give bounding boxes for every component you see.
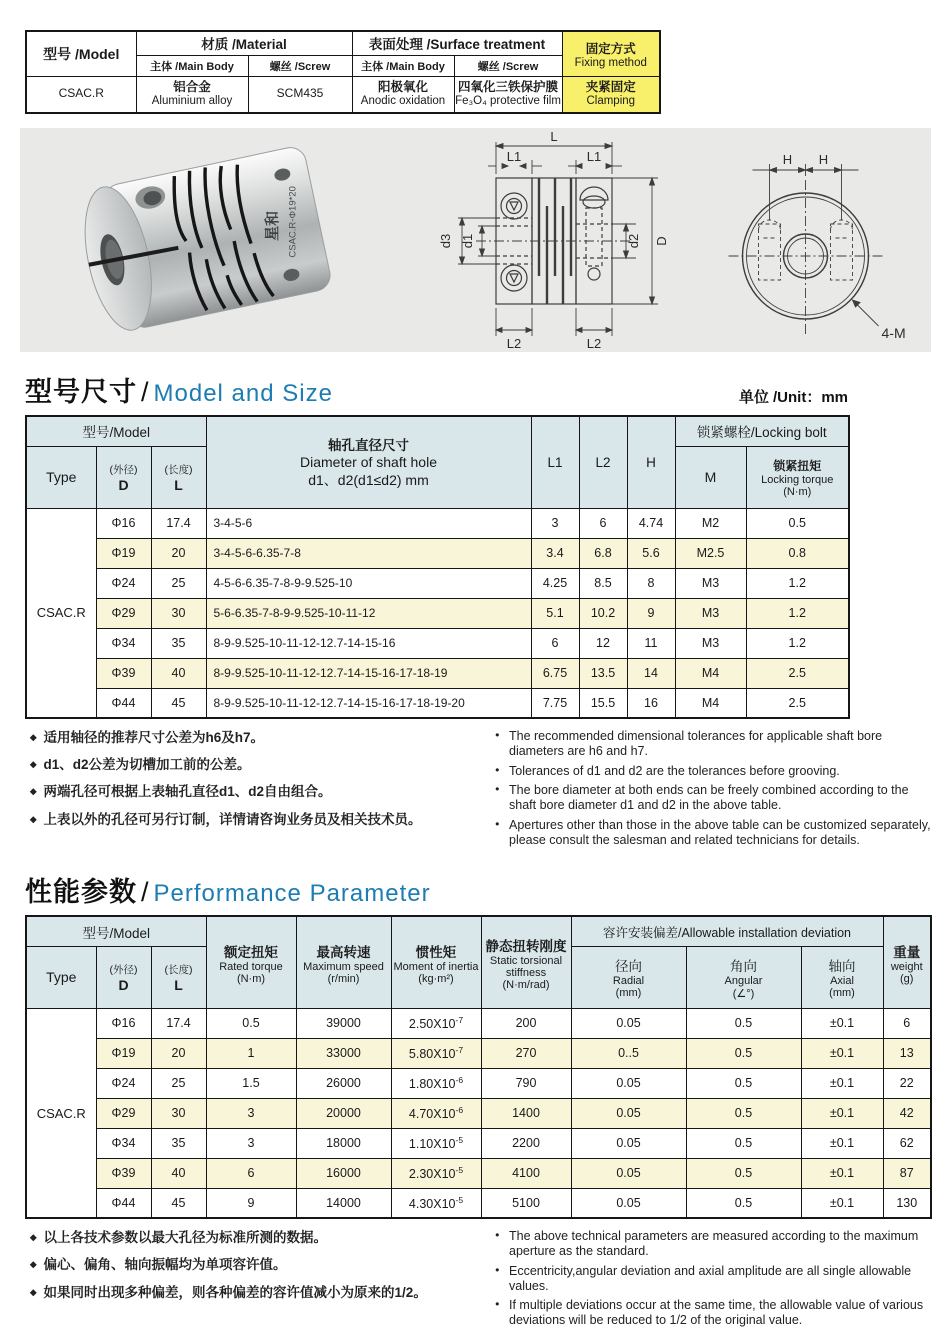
- col-axial: ±0.1: [801, 1158, 883, 1188]
- col-holes: 5-6-6.35-7-8-9-9.525-10-11-12: [206, 598, 531, 628]
- col-h: 4.74: [627, 508, 675, 538]
- col-l2: 10.2: [579, 598, 627, 628]
- perf-notes-cn: [30, 1229, 495, 1333]
- size-table: [25, 415, 850, 719]
- col-l: 40: [151, 1158, 206, 1188]
- col-stiffness: 270: [481, 1038, 571, 1068]
- table-row: [26, 628, 849, 658]
- product-image-band: [20, 128, 931, 352]
- col-speed: 16000: [296, 1158, 391, 1188]
- col-weight: 6: [883, 1008, 931, 1038]
- col-m: M3: [675, 598, 746, 628]
- col-weight: 22: [883, 1068, 931, 1098]
- col-d: Φ39: [96, 658, 151, 688]
- col-l: 35: [151, 1128, 206, 1158]
- spec-mainbody2-header: 主体 /Main Body: [352, 55, 454, 76]
- col-d: Φ19: [96, 1038, 151, 1068]
- locking-torque-header: 锁紧扭矩 Locking torque (N·m): [746, 446, 849, 508]
- col-l2: 15.5: [579, 688, 627, 718]
- col-l: 20: [151, 1038, 206, 1068]
- col-stiffness: 5100: [481, 1188, 571, 1218]
- col-l: 30: [151, 598, 206, 628]
- col-inertia: $1.10X10^{-5}$: [391, 1128, 481, 1158]
- dim-L1-right: L1: [586, 149, 602, 164]
- col-d: Φ34: [96, 1128, 151, 1158]
- col-l1: 6: [531, 628, 579, 658]
- table-row: [26, 1038, 931, 1068]
- dim-L2-right: L2: [586, 336, 602, 351]
- col-l1: 3: [531, 508, 579, 538]
- col-speed: 26000: [296, 1068, 391, 1098]
- size-l-header: (长度) L: [151, 446, 206, 508]
- col-torque: 2.5: [746, 688, 849, 718]
- col-weight: 87: [883, 1158, 931, 1188]
- size-l1-header: L1: [531, 416, 579, 508]
- note-item: ◆ 上表以外的孔径可另行订制，详情请咨询业务员及相关技术员。: [30, 811, 495, 829]
- col-weight: 130: [883, 1188, 931, 1218]
- col-radial: 0.05: [571, 1098, 686, 1128]
- col-d: Φ24: [96, 1068, 151, 1098]
- perf-section-header: [25, 870, 930, 909]
- product-photo: [20, 128, 420, 352]
- col-l2: 6: [579, 508, 627, 538]
- col-l2: 13.5: [579, 658, 627, 688]
- size-h-header: H: [627, 416, 675, 508]
- col-d: Φ29: [96, 1098, 151, 1128]
- spec-screw1-header: 螺丝 /Screw: [248, 55, 352, 76]
- col-l: 17.4: [151, 1008, 206, 1038]
- col-angular: 0.5: [686, 1098, 801, 1128]
- perf-d-header: (外径) D: [96, 946, 151, 1008]
- size-notes-en: [495, 729, 935, 852]
- col-torque: 1: [206, 1038, 296, 1068]
- col-l: 30: [151, 1098, 206, 1128]
- col-l: 25: [151, 1068, 206, 1098]
- note-item: ◆ 偏心、偏角、轴向振幅均为单项容许值。: [30, 1256, 495, 1274]
- col-l2: 8.5: [579, 568, 627, 598]
- col-l1: 6.75: [531, 658, 579, 688]
- note-item: ● Apertures other than those in the above table can be customized separately, please consult the salesman and related technicians for details.: [495, 818, 935, 848]
- col-l: 20: [151, 538, 206, 568]
- col-inertia: $2.30X10^{-5}$: [391, 1158, 481, 1188]
- size-m-header: M: [675, 446, 746, 508]
- col-h: 14: [627, 658, 675, 688]
- col-speed: 14000: [296, 1188, 391, 1218]
- col-l1: 5.1: [531, 598, 579, 628]
- col-m: M2.5: [675, 538, 746, 568]
- col-d: Φ16: [96, 1008, 151, 1038]
- col-stiffness: 200: [481, 1008, 571, 1038]
- col-torque: 6: [206, 1158, 296, 1188]
- size-section-header: [25, 370, 848, 409]
- col-m: M4: [675, 658, 746, 688]
- table-row: [26, 688, 849, 718]
- col-holes: 4-5-6-6.35-7-8-9-9.525-10: [206, 568, 531, 598]
- axial-header: 轴向 Axial (mm): [801, 946, 883, 1008]
- col-stiffness: 2200: [481, 1128, 571, 1158]
- col-angular: 0.5: [686, 1038, 801, 1068]
- max-speed-header: 最高转速 Maximum speed (r/min): [296, 916, 391, 1008]
- col-torque: 0.5: [746, 508, 849, 538]
- note-item: ◆ 适用轴径的推荐尺寸公差为h6及h7。: [30, 729, 495, 747]
- col-radial: 0..5: [571, 1038, 686, 1068]
- col-axial: ±0.1: [801, 1188, 883, 1218]
- size-l2-header: L2: [579, 416, 627, 508]
- spec-fixing-header: 固定方式 Fixing method: [562, 31, 660, 76]
- col-l1: 3.4: [531, 538, 579, 568]
- col-h: 11: [627, 628, 675, 658]
- col-speed: 39000: [296, 1008, 391, 1038]
- spec-material-screw-value: SCM435: [248, 76, 352, 113]
- spec-model-value: CSAC.R: [26, 76, 136, 113]
- datasheet-page: [0, 30, 950, 1327]
- radial-header: 径向 Radial (mm): [571, 946, 686, 1008]
- size-notes: [30, 729, 935, 852]
- dim-H-right: H: [818, 152, 829, 167]
- perf-type-header: Type: [26, 946, 96, 1008]
- dim-D: D: [654, 236, 669, 246]
- table-row: [26, 508, 849, 538]
- col-l: 35: [151, 628, 206, 658]
- dim-d3: d3: [438, 233, 453, 249]
- col-stiffness: 1400: [481, 1098, 571, 1128]
- table-row: [26, 1128, 931, 1158]
- col-d: Φ34: [96, 628, 151, 658]
- col-m: M3: [675, 628, 746, 658]
- table-row: [26, 538, 849, 568]
- note-item: ● The recommended dimensional tolerances for applicable shaft bore diameters are h6 and h7.: [495, 729, 935, 759]
- angular-header: 角向 Angular (∠°): [686, 946, 801, 1008]
- spec-material-header: 材质 /Material: [136, 31, 352, 55]
- dim-d1: d1: [460, 233, 475, 249]
- col-d: Φ24: [96, 568, 151, 598]
- rated-torque-header: 额定扭矩 Rated torque (N·m): [206, 916, 296, 1008]
- col-angular: 0.5: [686, 1188, 801, 1218]
- table-row: [26, 1068, 931, 1098]
- table-row: [26, 658, 849, 688]
- unit-label: 单位 /Unit：mm: [738, 389, 848, 406]
- col-inertia: $2.50X10^{-7}$: [391, 1008, 481, 1038]
- col-weight: 62: [883, 1128, 931, 1158]
- col-angular: 0.5: [686, 1128, 801, 1158]
- note-item: ◆ d1、d2公差为切槽加工前的公差。: [30, 756, 495, 774]
- type-cell: CSAC.R: [26, 1008, 96, 1218]
- col-l: 25: [151, 568, 206, 598]
- col-angular: 0.5: [686, 1008, 801, 1038]
- deviation-group-header: 容许安装偏差/Allowable installation deviation: [571, 916, 883, 946]
- col-holes: 8-9-9.525-10-11-12-12.7-14-15-16-17-18-19-20: [206, 688, 531, 718]
- col-axial: ±0.1: [801, 1038, 883, 1068]
- type-cell: CSAC.R: [26, 508, 96, 718]
- col-torque: 2.5: [746, 658, 849, 688]
- col-d: Φ29: [96, 598, 151, 628]
- col-d: Φ39: [96, 1158, 151, 1188]
- note-item: ● Tolerances of d1 and d2 are the tolerances before grooving.: [495, 764, 935, 779]
- col-h: 8: [627, 568, 675, 598]
- spec-surface-screw-value: 四氧化三铁保护膜 Fe₃O₄ protective film: [454, 76, 562, 113]
- col-d: Φ44: [96, 1188, 151, 1218]
- dim-d2: d2: [626, 233, 641, 249]
- col-l: 45: [151, 688, 206, 718]
- col-weight: 42: [883, 1098, 931, 1128]
- col-l1: 7.75: [531, 688, 579, 718]
- col-torque: 1.5: [206, 1068, 296, 1098]
- perf-model-group-header: 型号/Model: [26, 916, 206, 946]
- table-row: [26, 568, 849, 598]
- col-angular: 0.5: [686, 1158, 801, 1188]
- table-row: [26, 1188, 931, 1218]
- spec-surface-header: 表面处理 /Surface treatment: [352, 31, 562, 55]
- photo-model-label: CSAC.R-Φ19*20: [287, 186, 299, 258]
- dim-L2-left: L2: [506, 336, 522, 351]
- col-torque: 0.8: [746, 538, 849, 568]
- spec-screw2-header: 螺丝 /Screw: [454, 55, 562, 76]
- col-l: 17.4: [151, 508, 206, 538]
- col-torque: 1.2: [746, 568, 849, 598]
- col-holes: 3-4-5-6-6.35-7-8: [206, 538, 531, 568]
- col-holes: 3-4-5-6: [206, 508, 531, 538]
- col-radial: 0.05: [571, 1188, 686, 1218]
- note-item: ● The above technical parameters are measured according to the maximum aperture as the standard.: [495, 1229, 935, 1259]
- col-speed: 18000: [296, 1128, 391, 1158]
- table-row: [26, 1098, 931, 1128]
- size-d-header: (外径) D: [96, 446, 151, 508]
- weight-header: 重量 weight (g): [883, 916, 931, 1008]
- col-inertia: $1.80X10^{-6}$: [391, 1068, 481, 1098]
- perf-table: [25, 915, 932, 1219]
- col-m: M3: [675, 568, 746, 598]
- col-m: M4: [675, 688, 746, 718]
- front-view-drawing: [690, 128, 931, 352]
- col-torque: 3: [206, 1098, 296, 1128]
- col-d: Φ44: [96, 688, 151, 718]
- spec-mainbody1-header: 主体 /Main Body: [136, 55, 248, 76]
- dim-L: L: [550, 129, 558, 144]
- col-axial: ±0.1: [801, 1008, 883, 1038]
- table-row: [26, 1008, 931, 1038]
- col-radial: 0.05: [571, 1068, 686, 1098]
- label-4M: 4-M: [881, 325, 906, 341]
- perf-notes-en: [495, 1229, 935, 1333]
- note-item: ● The bore diameter at both ends can be freely combined according to the shaft bore diameter d1 and d2 in the above table.: [495, 783, 935, 813]
- col-h: 5.6: [627, 538, 675, 568]
- col-l1: 4.25: [531, 568, 579, 598]
- col-speed: 33000: [296, 1038, 391, 1068]
- spec-table: [25, 30, 661, 114]
- col-d: Φ19: [96, 538, 151, 568]
- col-torque: 1.2: [746, 628, 849, 658]
- col-radial: 0.05: [571, 1008, 686, 1038]
- perf-section-title: 性能参数 / Performance Parameter: [25, 877, 431, 908]
- locking-bolt-group-header: 锁紧螺栓/Locking bolt: [675, 416, 849, 446]
- col-m: M2: [675, 508, 746, 538]
- col-h: 9: [627, 598, 675, 628]
- col-l: 45: [151, 1188, 206, 1218]
- col-h: 16: [627, 688, 675, 718]
- col-torque: 1.2: [746, 598, 849, 628]
- table-row: [26, 598, 849, 628]
- col-d: Φ16: [96, 508, 151, 538]
- col-holes: 8-9-9.525-10-11-12-12.7-14-15-16-17-18-19: [206, 658, 531, 688]
- col-inertia: $5.80X10^{-7}$: [391, 1038, 481, 1068]
- col-torque: 9: [206, 1188, 296, 1218]
- col-holes: 8-9-9.525-10-11-12-12.7-14-15-16: [206, 628, 531, 658]
- size-hole-header: 轴孔直径尺寸 Diameter of shaft hole d1、d2(d1≤d2) mm: [206, 416, 531, 508]
- col-torque: 3: [206, 1128, 296, 1158]
- col-weight: 13: [883, 1038, 931, 1068]
- photo-brand-label: 星和: [263, 210, 281, 241]
- col-stiffness: 4100: [481, 1158, 571, 1188]
- size-notes-cn: [30, 729, 495, 852]
- col-radial: 0.05: [571, 1128, 686, 1158]
- dim-L1-left: L1: [506, 149, 522, 164]
- note-item: ● Eccentricity,angular deviation and axial amplitude are all single allowable values.: [495, 1264, 935, 1294]
- dim-H-left: H: [782, 152, 793, 167]
- col-l2: 6.8: [579, 538, 627, 568]
- col-speed: 20000: [296, 1098, 391, 1128]
- col-axial: ±0.1: [801, 1128, 883, 1158]
- size-type-header: Type: [26, 446, 96, 508]
- side-view-drawing: [420, 128, 690, 352]
- note-item: ◆ 两端孔径可根据上表轴孔直径d1、d2自由组合。: [30, 783, 495, 801]
- spec-surface-main-value: 阳极氧化 Anodic oxidation: [352, 76, 454, 113]
- size-section-title: 型号尺寸 / Model and Size: [25, 377, 333, 407]
- spec-model-header: 型号 /Model: [26, 31, 136, 76]
- col-angular: 0.5: [686, 1068, 801, 1098]
- col-l2: 12: [579, 628, 627, 658]
- perf-l-header: (长度) L: [151, 946, 206, 1008]
- col-axial: ±0.1: [801, 1098, 883, 1128]
- col-axial: ±0.1: [801, 1068, 883, 1098]
- spec-material-main-value: 铝合金 Aluminium alloy: [136, 76, 248, 113]
- perf-notes: [30, 1229, 935, 1333]
- col-inertia: $4.70X10^{-6}$: [391, 1098, 481, 1128]
- col-inertia: $4.30X10^{-5}$: [391, 1188, 481, 1218]
- spec-fixing-value: 夹紧固定 Clamping: [562, 76, 660, 113]
- col-radial: 0.05: [571, 1158, 686, 1188]
- note-item: ◆ 如果同时出现多种偏差，则各种偏差的容许值减小为原来的1/2。: [30, 1284, 495, 1302]
- col-torque: 0.5: [206, 1008, 296, 1038]
- table-row: [26, 1158, 931, 1188]
- stiffness-header: 静态扭转刚度 Static torsional stiffness (N·m/rad): [481, 916, 571, 1008]
- col-l: 40: [151, 658, 206, 688]
- note-item: ◆ 以上各技术参数以最大孔径为标准所测的数据。: [30, 1229, 495, 1247]
- size-model-group-header: 型号/Model: [26, 416, 206, 446]
- inertia-header: 惯性矩 Moment of inertia (kg·m²): [391, 916, 481, 1008]
- col-stiffness: 790: [481, 1068, 571, 1098]
- note-item: ● If multiple deviations occur at the same time, the allowable value of various deviations will be reduced to 1/2 of the original value.: [495, 1298, 935, 1328]
